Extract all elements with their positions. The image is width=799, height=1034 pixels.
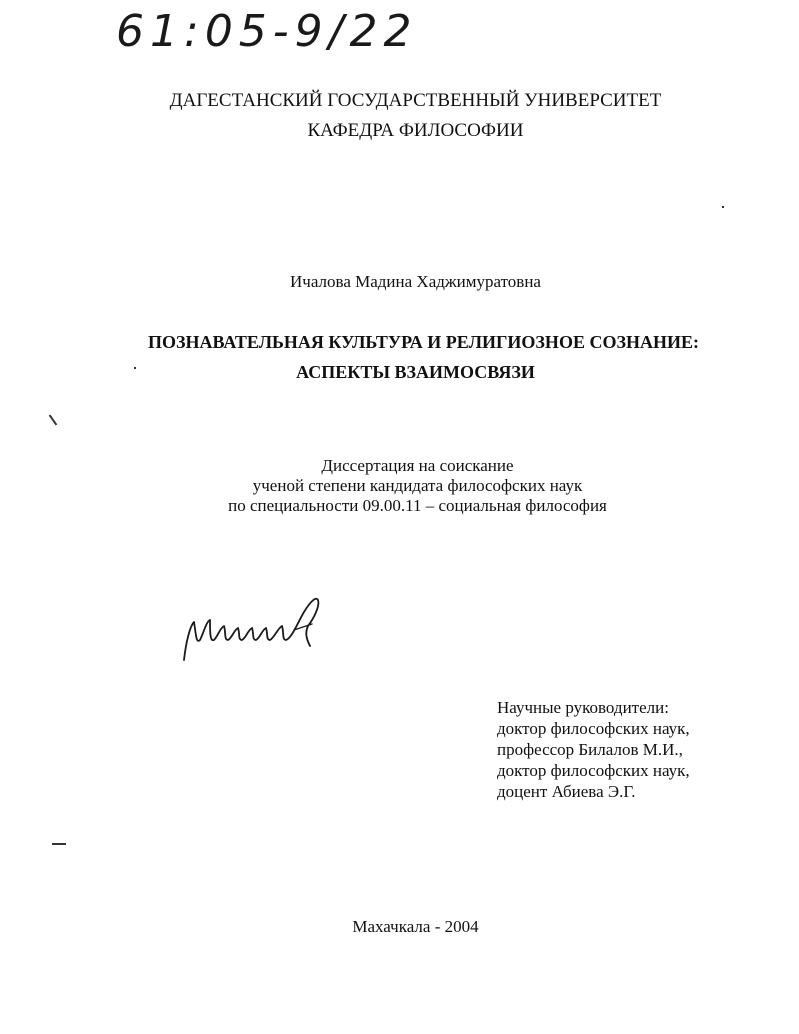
advisors-heading: Научные руководители: bbox=[497, 698, 669, 717]
dissertation-line-2: ученой степени кандидата философских наук bbox=[252, 476, 583, 495]
handwritten-code-text: 61:05-9/22 bbox=[116, 6, 418, 57]
author-signature bbox=[176, 582, 336, 672]
city-year: Махачкала - 2004 bbox=[352, 917, 479, 936]
advisor-line: доктор философских наук, bbox=[497, 719, 690, 738]
thesis-title-line-2: АСПЕКТЫ ВЗАИМОСВЯЗИ bbox=[296, 362, 535, 382]
advisor-line: профессор Билалов М.И., bbox=[497, 740, 683, 759]
dissertation-info bbox=[0, 456, 799, 516]
thesis-title-line-1: ПОЗНАВАТЕЛЬНАЯ КУЛЬТУРА И РЕЛИГИОЗНОЕ СОЗНАНИЕ: bbox=[148, 332, 699, 352]
advisor-line: доктор философских наук, bbox=[497, 761, 690, 780]
scan-mark bbox=[722, 206, 724, 208]
scan-mark bbox=[52, 843, 66, 845]
scientific-advisors bbox=[497, 697, 690, 802]
author-name: Ичалова Мадина Хаджимуратовна bbox=[290, 272, 541, 291]
handwritten-archive-code bbox=[108, 2, 448, 62]
advisor-line: доцент Абиева Э.Г. bbox=[497, 782, 636, 801]
scan-mark bbox=[134, 367, 136, 369]
dissertation-line-1: Диссертация на соискание bbox=[321, 456, 514, 475]
university-name: ДАГЕСТАНСКИЙ ГОСУДАРСТВЕННЫЙ УНИВЕРСИТЕТ bbox=[169, 90, 662, 111]
dissertation-line-3: по специальности 09.00.11 – социальная философия bbox=[228, 496, 607, 515]
scan-mark bbox=[49, 415, 58, 426]
department-name: КАФЕДРА ФИЛОСОФИИ bbox=[307, 120, 524, 141]
